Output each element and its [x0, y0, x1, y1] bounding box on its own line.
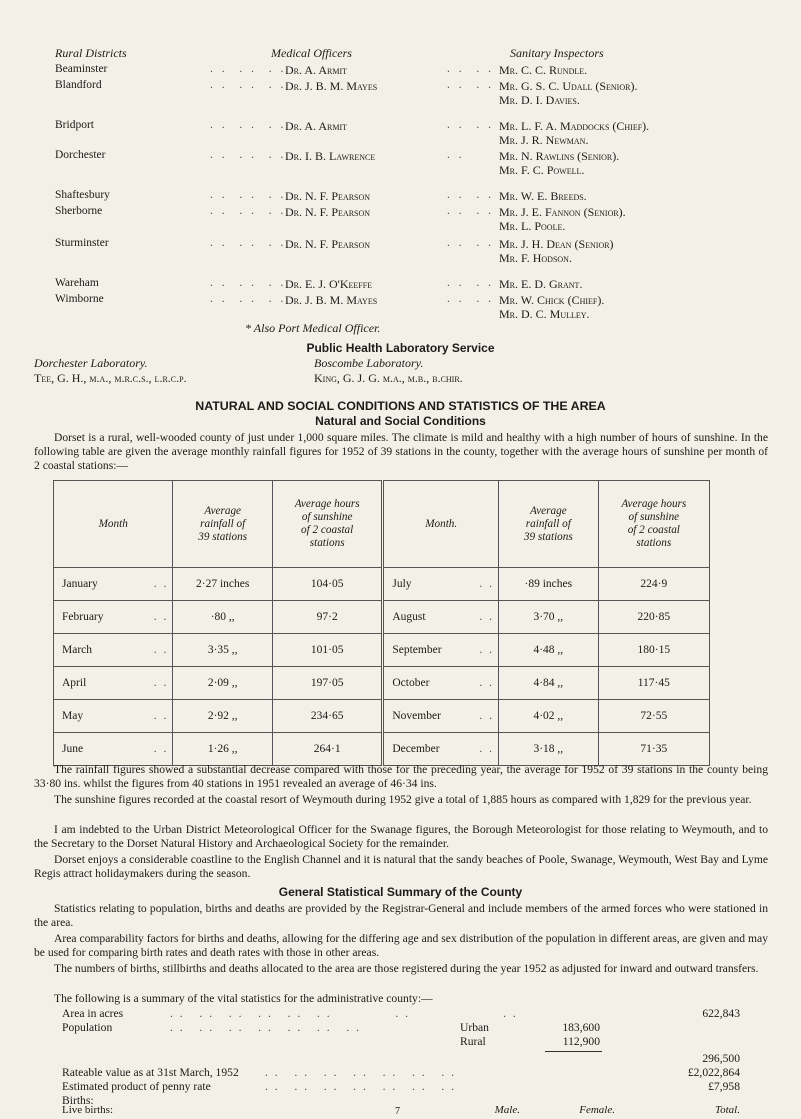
sanitary-inspector: Mr. N. Rawlins (Senior). — [499, 149, 620, 163]
col-total: Total. — [715, 1104, 740, 1116]
general-paragraph-4: The following is a summary of the vital statistics for the administrative county:— — [54, 992, 433, 1005]
sanitary-inspector-2: Mr. F. C. Powell. — [499, 163, 585, 177]
table-header-row — [54, 481, 710, 568]
sunshine-cell: 197·05 — [272, 667, 382, 700]
paragraph-coastline: Dorset enjoys a considerable coastline to the English Channel and it is natural that the sandy beaches of Poole, Swanage, Weymouth, West Bay and Lyme Regis attract holidaymakers during the season. — [34, 853, 768, 881]
rainfall-cell: 4·48 ,, — [499, 634, 599, 667]
district-row: Beaminster . . . . . . Dr. A. Armit . . . . Mr. C. C. Rundle. — [55, 63, 588, 77]
sunshine-cell: 220·85 — [598, 601, 709, 634]
month-cell: September — [392, 644, 442, 656]
month-cell: December — [392, 743, 440, 755]
sunshine-cell: 71·35 — [598, 733, 709, 766]
sunshine-cell: 224·9 — [598, 568, 709, 601]
district-name: Shaftesbury — [55, 189, 110, 201]
medical-officer: Dr. N. F. Pearson — [285, 237, 371, 251]
population-total: 296,500 — [702, 1052, 740, 1065]
section-subtitle: Natural and Social Conditions — [315, 414, 486, 428]
month-cell: August — [392, 611, 426, 623]
sunshine-cell: 180·15 — [598, 634, 709, 667]
th-rainfall: Average rainfall of 39 stations — [173, 481, 273, 568]
general-paragraph-1: Statistics relating to population, births and deaths are provided by the Registrar-General and include members of the armed forces who were stationed in the area. — [34, 902, 768, 930]
sunshine-cell: 97·2 — [272, 601, 382, 634]
district-row: Dorchester . . . . . . Dr. I. B. Lawrence . . Mr. N. Rawlins (Senior). Mr. F. C. Powell. — [55, 149, 620, 177]
district-name: Wareham — [55, 277, 99, 289]
sanitary-inspector: Mr. W. Chick (Chief). — [499, 293, 605, 307]
district-row: Blandford . . . . . . Dr. J. B. M. Mayes . . . . Mr. G. S. C. Udall (Senior). Mr. D. I. Davies. — [55, 79, 638, 107]
th-month-2: Month. — [383, 481, 499, 568]
population-label: Population — [62, 1021, 113, 1034]
rural-value: 112,900 — [562, 1035, 600, 1048]
th-month: Month — [54, 481, 173, 568]
sanitary-inspector: Mr. J. H. Dean (Senior) — [499, 237, 614, 251]
district-name: Bridport — [55, 119, 94, 131]
section-title: NATURAL AND SOCIAL CONDITIONS AND STATISTICS OF THE AREA — [195, 399, 606, 413]
rainfall-cell: 3·18 ,, — [499, 733, 599, 766]
district-row: Shaftesbury . . . . . . Dr. N. F. Pearson . . . . Mr. W. E. Breeds. — [55, 189, 587, 203]
district-row: Sturminster . . . . . . Dr. N. F. Pearson . . . . Mr. J. H. Dean (Senior) Mr. F. Hodson. — [55, 237, 614, 265]
sunshine-cell: 101·05 — [272, 634, 382, 667]
medical-officer: Dr. I. B. Lawrence — [285, 149, 376, 163]
rainfall-cell: 2·92 ,, — [173, 700, 273, 733]
medical-officer: Dr. E. J. O'Keeffe — [285, 277, 373, 291]
rainfall-sunshine-table — [53, 480, 710, 766]
col-female: Female. — [579, 1104, 615, 1116]
district-name: Blandford — [55, 79, 102, 91]
sunshine-cell: 234·65 — [272, 700, 382, 733]
sunshine-cell: 117·45 — [598, 667, 709, 700]
district-name: Sturminster — [55, 237, 109, 249]
table-row: June . . 1·26 ,, 264·1 December . . 3·18 ,, 71·35 — [54, 733, 710, 766]
page-number: 7 — [395, 1106, 400, 1117]
rainfall-cell: 1·26 ,, — [173, 733, 273, 766]
month-cell: January — [62, 578, 98, 590]
district-name: Beaminster — [55, 63, 108, 75]
sanitary-inspector: Mr. L. F. A. Maddocks (Chief). — [499, 119, 650, 133]
penny-rate-value: £7,958 — [708, 1080, 740, 1093]
medical-officer: Dr. N. F. Pearson — [285, 189, 371, 203]
sanitary-inspector-2: Mr. D. C. Mulley. — [499, 307, 590, 321]
rainfall-cell: ·80 ,, — [173, 601, 273, 634]
sanitary-inspector: Mr. W. E. Breeds. — [499, 189, 587, 203]
month-cell: May — [62, 710, 84, 722]
th-sunshine-2: Average hours of sunshine of 2 coastal stations — [598, 481, 709, 568]
sanitary-inspector-2: Mr. D. I. Davies. — [499, 93, 580, 107]
general-summary-title: General Statistical Summary of the County — [278, 885, 523, 899]
births-label: Births: — [62, 1094, 94, 1107]
district-name: Dorchester — [55, 149, 106, 161]
rural-label: Rural — [460, 1035, 486, 1048]
sanitary-inspector: Mr. G. S. C. Udall (Senior). — [499, 79, 638, 93]
population-rule — [545, 1051, 602, 1052]
th-rainfall-2: Average rainfall of 39 stations — [499, 481, 599, 568]
district-name: Sherborne — [55, 205, 103, 217]
rainfall-cell: 4·02 ,, — [499, 700, 599, 733]
col-rural-districts: Rural Districts — [55, 46, 127, 60]
month-cell: July — [392, 578, 412, 590]
medical-officer: Dr. J. B. M. Mayes — [285, 79, 378, 93]
month-cell: October — [392, 677, 430, 689]
col-sanitary-inspectors: Sanitary Inspectors — [510, 46, 604, 60]
sanitary-inspector: Mr. J. E. Fannon (Senior). — [499, 205, 626, 219]
rainfall-cell: 3·70 ,, — [499, 601, 599, 634]
month-cell: June — [62, 743, 84, 755]
sanitary-inspector: Mr. C. C. Rundle. — [499, 63, 588, 77]
area-value: 622,843 — [702, 1007, 740, 1020]
district-row: Bridport . . . . . . Dr. A. Armit . . . . Mr. L. F. A. Maddocks (Chief). Mr. J. R. Newman. — [55, 119, 650, 147]
district-row: Sherborne . . . . . . Dr. N. F. Pearson . . . . Mr. J. E. Fannon (Senior). Mr. L. Poole. — [55, 205, 626, 233]
rainfall-cell: 2·27 inches — [173, 568, 273, 601]
table-row: February . . ·80 ,, 97·2 August . . 3·70 ,, 220·85 — [54, 601, 710, 634]
urban-value: 183,600 — [562, 1021, 600, 1034]
rainfall-cell: 2·09 ,, — [173, 667, 273, 700]
penny-rate-label: Estimated product of penny rate — [62, 1080, 211, 1093]
paragraph-rainfall: The rainfall figures showed a substantial decrease compared with those for the preceding year, the average for 1952 of 39 stations in the county being 33·80 ins. whilst the figures from 40 stations in 1951 revealed an average of 46·34 ins. — [34, 763, 768, 791]
month-cell: March — [62, 644, 93, 656]
medical-officer: Dr. A. Armit — [285, 119, 348, 133]
col-male: Male. — [494, 1104, 520, 1116]
area-label: Area in acres — [62, 1007, 124, 1020]
sanitary-inspector-2: Mr. L. Poole. — [499, 219, 566, 233]
sunshine-cell: 104·05 — [272, 568, 382, 601]
intro-paragraph: Dorset is a rural, well-wooded county of just under 1,000 square miles. The climate is mild and healthy with a high number of hours of sunshine. In the following table are given the average monthly rainfall figures for 1952 of 39 stations in the county, together with the average hours of sunshine per month of 2 coastal stations:— — [34, 431, 768, 473]
month-cell: November — [392, 710, 441, 722]
lab-left-person: Tee, G. H., m.a., m.r.c.s., l.r.c.p. — [34, 371, 187, 385]
table-row: May . . 2·92 ,, 234·65 November . . 4·02 ,, 72·55 — [54, 700, 710, 733]
rateable-label: Rateable value as at 31st March, 1952 — [62, 1066, 239, 1079]
month-cell: February — [62, 611, 104, 623]
live-births-label: Live births: — [62, 1104, 114, 1116]
table-row: April . . 2·09 ,, 197·05 October . . 4·84 ,, 117·45 — [54, 667, 710, 700]
district-row: Wimborne . . . . . . Dr. J. B. M. Mayes . . . . Mr. W. Chick (Chief). Mr. D. C. Mulley. — [55, 293, 605, 321]
general-paragraph-2: Area comparability factors for births and deaths, allowing for the differing age and sex distribution of the population in different areas, are given and may be used for comparing birth rates and death rates with those in other areas. — [34, 932, 768, 960]
table-row: March . . 3·35 ,, 101·05 September . . 4·48 ,, 180·15 — [54, 634, 710, 667]
sunshine-cell: 72·55 — [598, 700, 709, 733]
medical-officer: Dr. N. F. Pearson — [285, 205, 371, 219]
paragraph-sunshine: The sunshine figures recorded at the coastal resort of Weymouth during 1952 give a total of 1,885 hours as compared with 1,829 for the previous year. — [54, 793, 752, 806]
table-row: January . . 2·27 inches 104·05 July . . ·89 inches 224·9 — [54, 568, 710, 601]
paragraph-acknowledgement: I am indebted to the Urban District Meteorological Officer for the Swanage figures, the Borough Meteorologist for those relating to Weymouth, and to the Secretary to the Dorset Natural History and Archaeological Society for the remainder. — [34, 823, 768, 851]
rateable-value: £2,022,864 — [687, 1066, 740, 1079]
sanitary-inspector-2: Mr. J. R. Newman. — [499, 133, 589, 147]
month-cell: April — [62, 677, 87, 689]
district-name: Wimborne — [55, 293, 104, 305]
port-medical-officer-note: * Also Port Medical Officer. — [245, 321, 381, 335]
th-sunshine: Average hours of sunshine of 2 coastal stations — [272, 481, 382, 568]
lab-heading: Public Health Laboratory Service — [306, 341, 495, 355]
sanitary-inspector: Mr. E. D. Grant. — [499, 277, 583, 291]
rainfall-cell: 4·84 ,, — [499, 667, 599, 700]
col-medical-officers: Medical Officers — [271, 46, 352, 60]
lab-left-name: Dorchester Laboratory. — [34, 356, 148, 370]
sanitary-inspector-2: Mr. F. Hodson. — [499, 251, 572, 265]
rainfall-cell: ·89 inches — [499, 568, 599, 601]
medical-officer: Dr. A. Armit — [285, 63, 348, 77]
medical-officer: Dr. J. B. M. Mayes — [285, 293, 378, 307]
sunshine-cell: 264·1 — [272, 733, 382, 766]
district-row: Wareham . . . . . . Dr. E. J. O'Keeffe . . . . Mr. E. D. Grant. — [55, 277, 583, 291]
rainfall-cell: 3·35 ,, — [173, 634, 273, 667]
general-paragraph-3: The numbers of births, stillbirths and deaths allocated to the area are those registered during the year 1952 as adjusted for inward and outward transfers. — [54, 962, 759, 975]
lab-right-name: Boscombe Laboratory. — [314, 356, 424, 370]
urban-label: Urban — [460, 1021, 489, 1034]
lab-right-person: King, G. J. G. m.a., m.b., b.chir. — [314, 371, 463, 385]
